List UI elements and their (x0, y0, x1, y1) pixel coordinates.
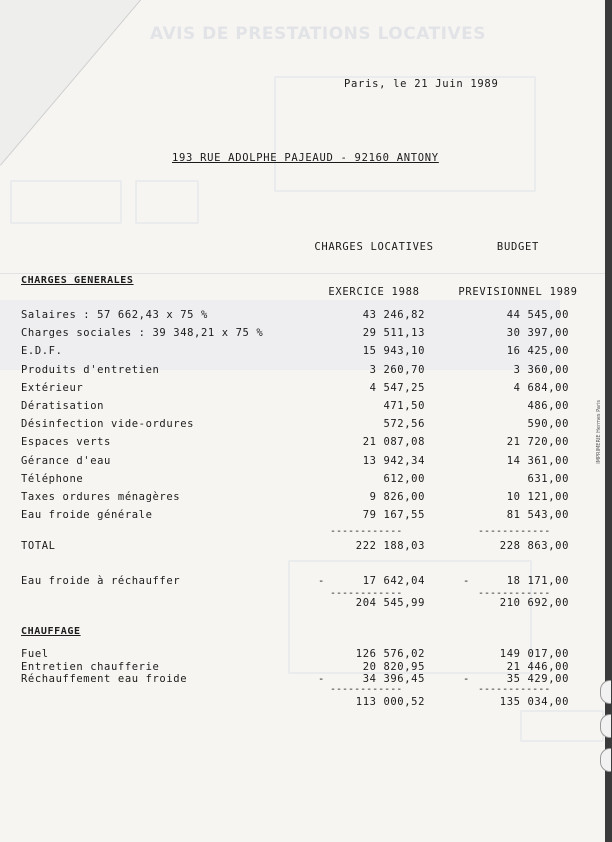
charges-1988-value: 471,50 (383, 400, 425, 412)
row-label: Téléphone (21, 473, 84, 485)
row-label: Fuel (21, 648, 49, 660)
row-label: Espaces verts (21, 436, 111, 448)
row-label: Charges sociales : 39 348,21 x 75 % (21, 327, 264, 339)
row-label: Eau froide à réchauffer (21, 575, 181, 587)
budget-1989-value: 21 446,00 (506, 661, 569, 673)
budget-1989-value: 10 121,00 (506, 491, 569, 503)
budget-1989-value: 3 360,00 (513, 364, 569, 376)
budget-1989-value: 210 692,00 (499, 597, 569, 609)
row-label: Gérance d'eau (21, 455, 111, 467)
budget-1989-value: 81 543,00 (506, 509, 569, 521)
minus-sign: - (463, 575, 470, 587)
charges-1988-value: 4 547,25 (369, 382, 425, 394)
row-label: Désinfection vide-ordures (21, 418, 195, 430)
row-label: Entretien chaufferie (21, 661, 160, 673)
budget-1989-value: 4 684,00 (513, 382, 569, 394)
charges-1988-value: 21 087,08 (362, 436, 425, 448)
charges-1988-value: 113 000,52 (355, 696, 425, 708)
section-chauffage: CHAUFFAGE (21, 626, 81, 637)
charges-1988-value: 79 167,55 (362, 509, 425, 521)
document-date: Paris, le 21 Juin 1989 (344, 78, 499, 90)
row-label: Extérieur (21, 382, 84, 394)
charges-1988-value: 612,00 (383, 473, 425, 485)
budget-1989-value: 35 429,00 (506, 673, 569, 685)
budget-1989-value: 135 034,00 (499, 696, 569, 708)
budget-separator: ------------ (478, 684, 551, 695)
column-header-line: EXERCICE 1988 (328, 286, 420, 298)
row-label: Réchauffement eau froide (21, 673, 188, 685)
budget-1989-value: 30 397,00 (506, 327, 569, 339)
budget-1989-value: 631,00 (527, 473, 569, 485)
column-header-line: PREVISIONNEL 1989 (458, 286, 578, 298)
charges-1988-value: 572,56 (383, 418, 425, 430)
binder-tab (600, 680, 611, 704)
charges-separator: ------------ (330, 588, 403, 599)
row-label: TOTAL (21, 540, 56, 552)
budget-1989-value: 228 863,00 (499, 540, 569, 552)
charges-1988-value: 17 642,04 (362, 575, 425, 587)
charges-separator: ------------ (330, 526, 403, 537)
charges-1988-value: 13 942,34 (362, 455, 425, 467)
budget-separator: ------------ (478, 588, 551, 599)
row-label: E.D.F. (21, 345, 63, 357)
charges-1988-value: 126 576,02 (355, 648, 425, 660)
row-label: Dératisation (21, 400, 105, 412)
charges-1988-value: 204 545,99 (355, 597, 425, 609)
property-address: 193 RUE ADOLPHE PAJEAUD - 92160 ANTONY (172, 152, 439, 164)
binder-tab (600, 748, 611, 772)
budget-1989-value: 18 171,00 (506, 575, 569, 587)
show-through-box (135, 180, 199, 224)
budget-1989-value: 21 720,00 (506, 436, 569, 448)
charges-1988-value: 15 943,10 (362, 345, 425, 357)
show-through-box (520, 710, 604, 742)
budget-1989-value: 486,00 (527, 400, 569, 412)
show-through-title: AVIS DE PRESTATIONS LOCATIVES (150, 24, 486, 44)
charges-1988-value: 3 260,70 (369, 364, 425, 376)
column-header-line: CHARGES LOCATIVES (314, 241, 434, 253)
printer-mark: IMPRIMERIE Hermes Paris (596, 400, 602, 464)
charges-1988-value: 29 511,13 (362, 327, 425, 339)
charges-1988-value: 34 396,45 (362, 673, 425, 685)
show-through-box (274, 76, 536, 192)
charges-1988-value: 9 826,00 (369, 491, 425, 503)
row-label: Taxes ordures ménagères (21, 491, 181, 503)
minus-sign: - (318, 575, 325, 587)
row-label: Eau froide générale (21, 509, 153, 521)
row-label: Salaires : 57 662,43 x 75 % (21, 309, 208, 321)
charges-1988-value: 20 820,95 (362, 661, 425, 673)
minus-sign: - (463, 673, 470, 685)
budget-1989-value: 590,00 (527, 418, 569, 430)
budget-1989-value: 16 425,00 (506, 345, 569, 357)
budget-1989-value: 149 017,00 (499, 648, 569, 660)
budget-separator: ------------ (478, 526, 551, 537)
row-label: Produits d'entretien (21, 364, 160, 376)
budget-1989-value: 44 545,00 (506, 309, 569, 321)
budget-1989-value: 14 361,00 (506, 455, 569, 467)
charges-1988-value: 222 188,03 (355, 540, 425, 552)
charges-separator: ------------ (330, 684, 403, 695)
show-through-box (10, 180, 122, 224)
binder-tab (600, 714, 611, 738)
minus-sign: - (318, 673, 325, 685)
column-header-line: BUDGET (496, 241, 540, 253)
charges-1988-value: 43 246,82 (362, 309, 425, 321)
section-charges-generales: CHARGES GENERALES (21, 275, 134, 286)
